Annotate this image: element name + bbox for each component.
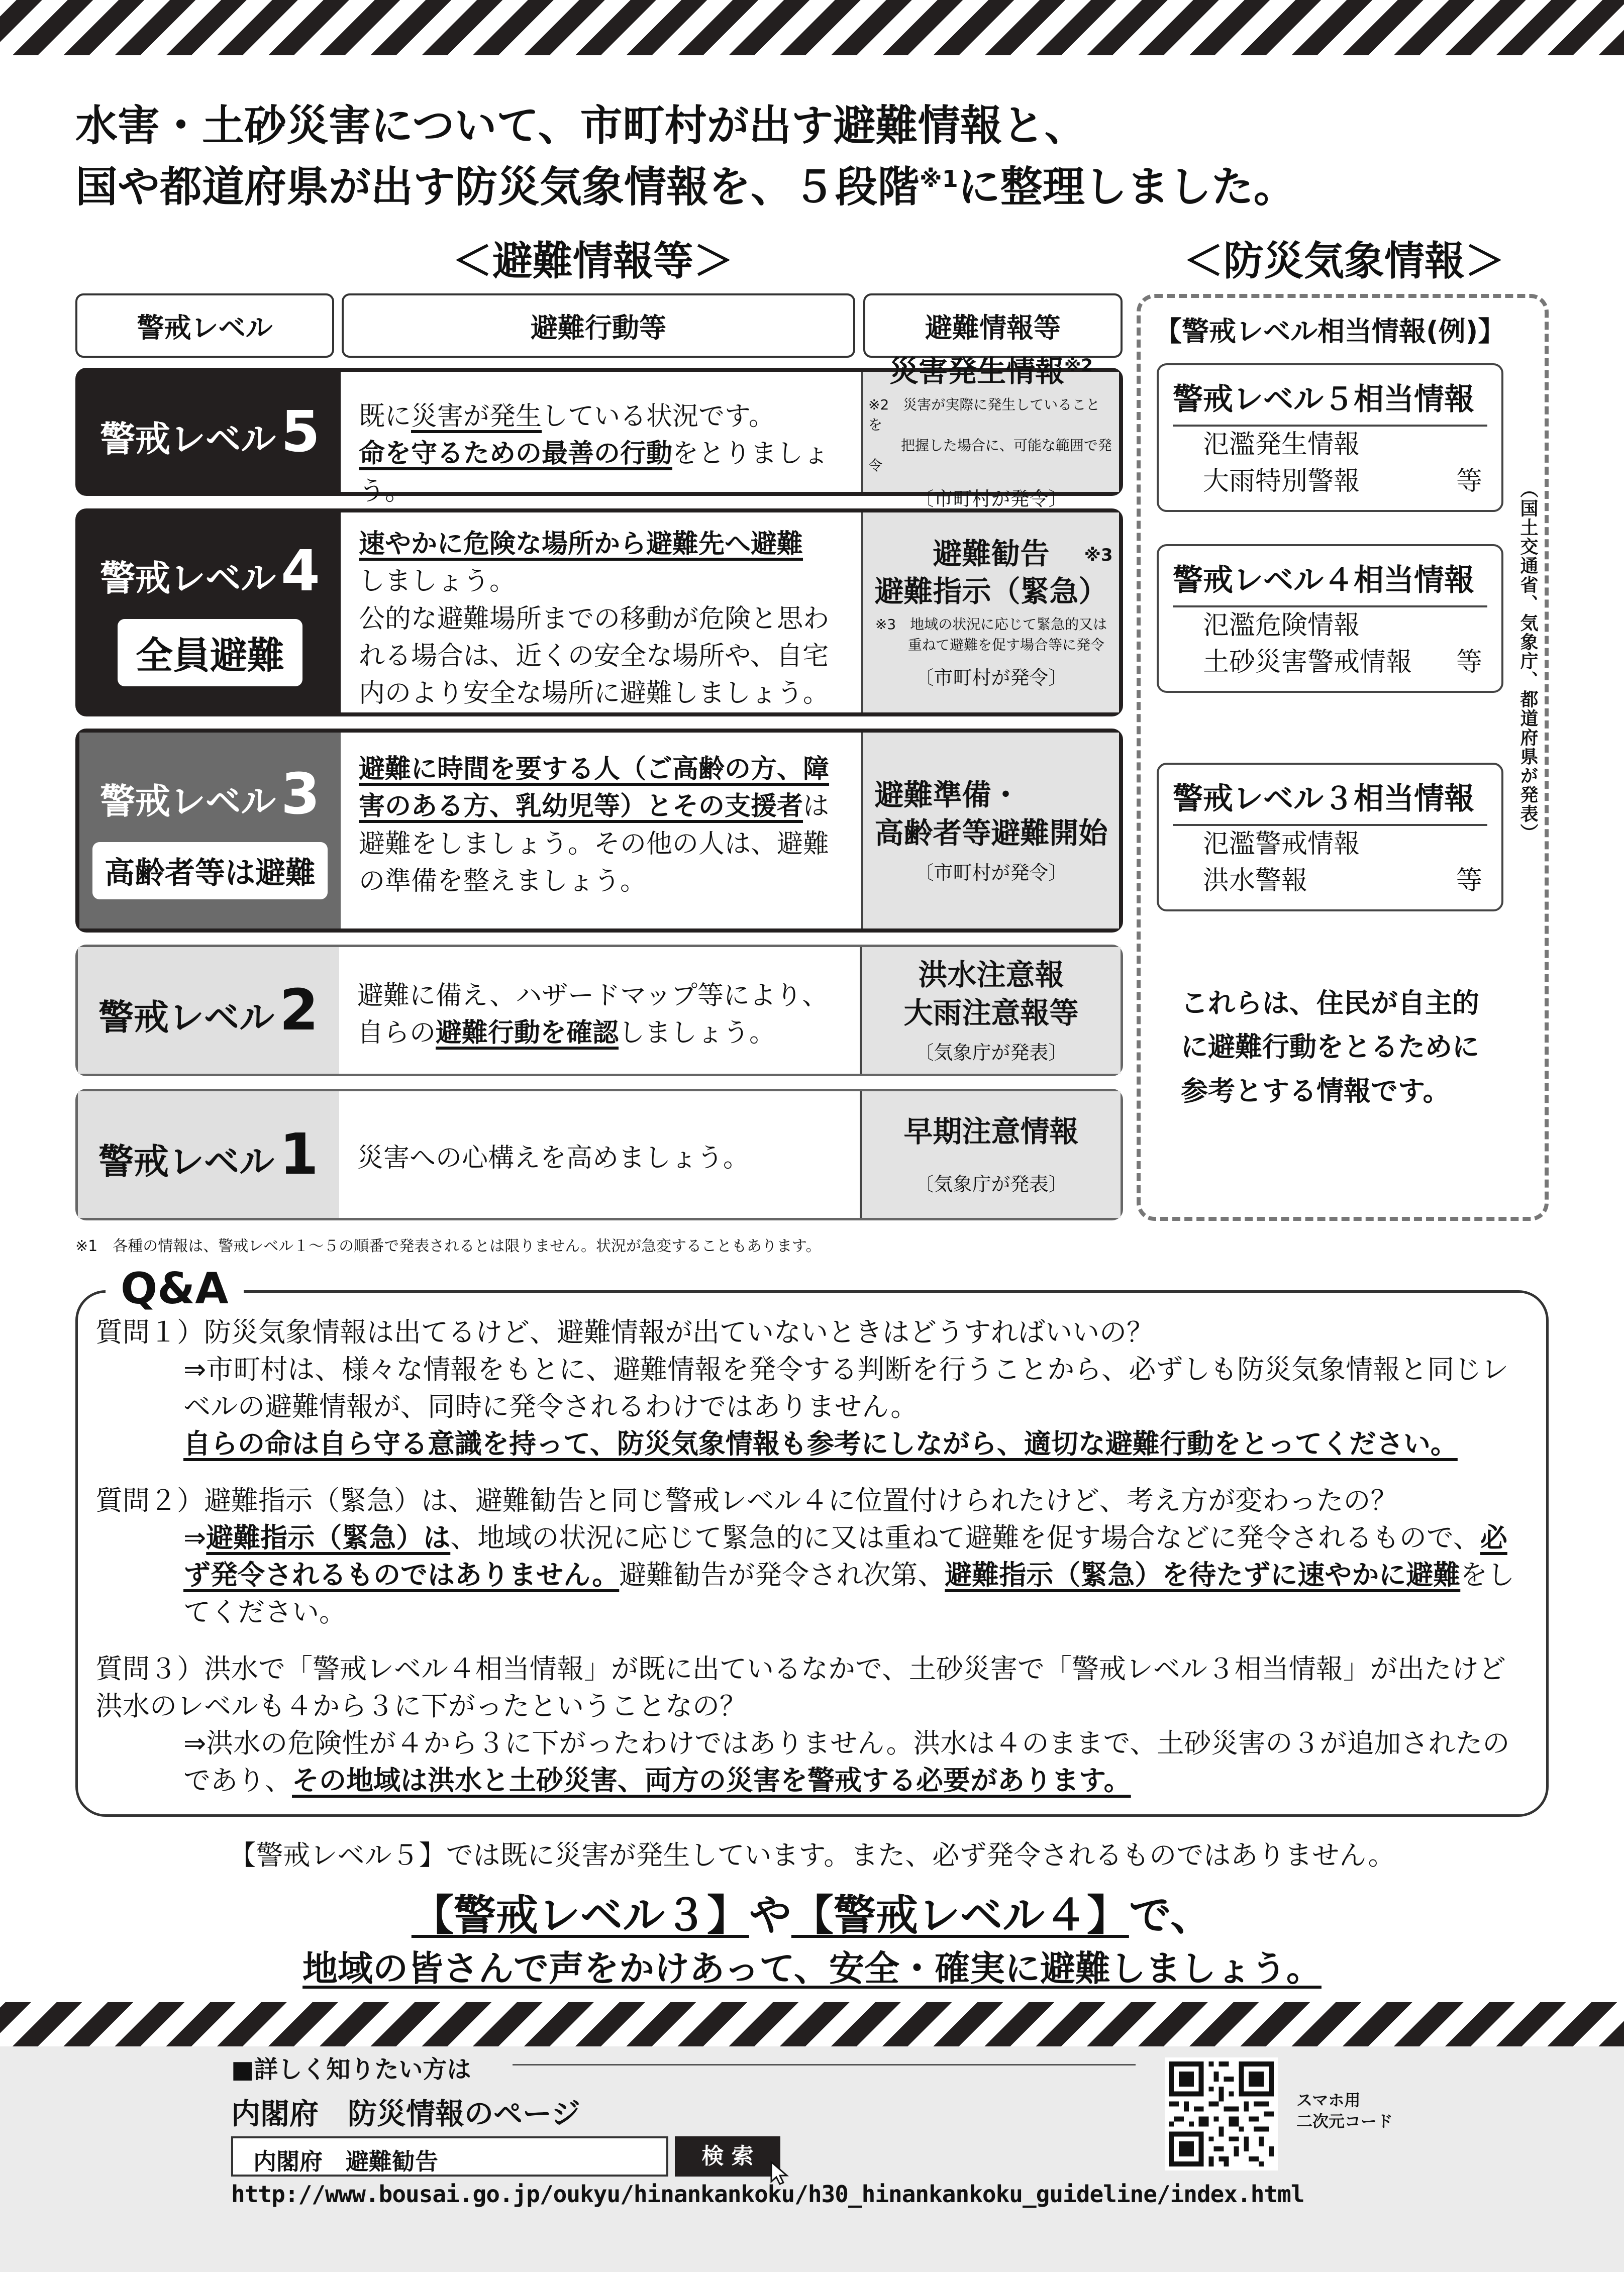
footer-hazard-stripes [0,2002,1624,2046]
level5-equivalent-box: 警戒レベル５相当情報 氾濫発生情報 大雨特別警報 等 [1157,363,1503,512]
search-input[interactable]: 内閣府 避難勧告 [231,2136,668,2177]
closing-line-2: 【警戒レベル３】や【警戒レベル４】で、 [411,1891,1213,1940]
level-2-label: 警戒レベル2 [78,947,339,1074]
closing-line-1: 【警戒レベル５】では既に災害が発生しています。また、必ず発令されるものではありません。 [229,1839,1395,1871]
right-panel-header: 【警戒レベル相当情報(例)】 [1155,316,1505,347]
section-weather-info: ＜防災気象情報＞ [1183,238,1505,284]
level-3-row [75,729,1123,933]
qa-item-2: 質問２）避難指示（緊急）は、避難勧告と同じ警戒レベル４に位置付けられたけど、考え方が変わったの？ ⇒避難指示（緊急）は、地域の状況に応じて緊急的に又は重ねて避難を促す場合などに発令されるもので、必ず発令されるものではありません。避難勧告が発令され次第、避難指示（緊急）を待たずに速やかに避難をしてください。 [95,1485,1515,1628]
footer-page-name: 内閣府 防災情報のページ [231,2097,580,2131]
header-info: 避難情報等 [863,293,1123,358]
footer-rule [513,2064,1136,2066]
right-panel-note: これらは、住民が自主的 に避難行動をとるために 参考とする情報です。 [1181,987,1479,1107]
page-title-line2: 国や都道府県が出す防災気象情報を、５段階$^{※1}$に整理しました。 [75,162,1296,212]
level-3-label: 警戒レベル3 高齢者等は避難 [79,733,341,928]
qa-item-1: 質問１）防災気象情報は出てるけど、避難情報が出ていないときはどうすればいいの？ ⇒市町村は、様々な情報をもとに、避難情報を発令する判断を行うことから、必ずしも防災気象情報と同じレベルの避難情報が、同時に発令されるわけではありません。 自らの命は自ら守る意識を持って、防災気象情報も参考にしながら、適切な避難行動をとってください。 [95,1316,1509,1460]
elderly-evacuate-badge: 高齢者等は避難 [92,842,328,899]
level3-equivalent-box: 警戒レベル３相当情報 氾濫警戒情報 洪水警報 等 [1157,763,1503,911]
qa-item-3: 質問３）洪水で「警戒レベル４相当情報」が既に出ているなかで、土砂災害で「警戒レベル３相当情報」が出たけど洪水のレベルも４から３に下がったということなの？ ⇒洪水の危険性が４から３に下がったわけではありません。洪水は４のままで、土砂災害の３が追加されたのであり、その地域は洪水と土砂災害、両方の災害を警戒する必要があります。 [95,1653,1510,1796]
header-action: 避難行動等 [342,293,855,358]
qr-code [1165,2057,1278,2171]
level-1-row [75,1089,1123,1220]
qr-label: スマホ用 二次元コード [1296,2091,1393,2131]
level-5-label: 警戒レベル5 [79,372,341,492]
level-5-info: 災害発生情報$^{※2}$ ※2 災害が実際に発生していることを 把握した場合に、可能な範囲で発令 〔市町村が発令〕 [863,372,1119,492]
level-4-info: 避難勧告 避難指示（緊急） ※3 ※3 地域の状況に応じて緊急的又は 重ねて避難を促す場合等に発令 〔市町村が発令〕 [863,512,1119,712]
footer-more-info: ■詳しく知りたい方は [231,2055,471,2084]
level-1-info: 早期注意情報 〔気象庁が発表〕 [862,1091,1121,1218]
level-5-row [75,354,1123,510]
page-title-line1: 水害・土砂災害について、市町村が出す避難情報と、 [75,101,1087,150]
footnote: ※1 各種の情報は、警戒レベル１～５の順番で発表されるとは限りません。状況が急変することもあります。 [75,1237,821,1255]
level4-equivalent-box: 警戒レベル４相当情報 氾濫危険情報 土砂災害警戒情報 等 [1157,544,1503,693]
level-2-info: 洪水注意報 大雨注意報等 〔気象庁が発表〕 [862,947,1121,1074]
level-2-row [75,945,1123,1076]
level-1-action: 災害への心構えを高めましょう。 [339,1091,862,1218]
all-evacuate-badge: 全員避難 [118,619,302,686]
level-4-action: 速やかに危険な場所から避難先へ避難 しましょう。 公的な避難場所までの移動が危険と思われる場合は、近くの安全な場所や、自宅内のより安全な場所に避難しましょう。 [341,512,863,712]
qa-title: Q&A [106,1264,244,1314]
level-2-action: 避難に備え、ハザードマップ等により、 自らの避難行動を確認しましょう。 [339,947,862,1074]
top-hazard-stripes [0,0,1624,55]
level-4-row [75,508,1123,716]
level-3-action: 避難に時間を要する人（ご高齢の方、障害のある方、乳幼児等）とその支援者は避難をしましょう。その他の人は、避難の準備を整えましょう。 [341,733,863,928]
closing-line-3: 地域の皆さんで声をかけあって、安全・確実に避難しましょう。 [302,1948,1322,1989]
weather-info-panel [1137,294,1549,1221]
level-4-label: 警戒レベル4 全員避難 [79,512,341,712]
header-level: 警戒レベル [75,293,334,358]
level-5-action: 既に災害が発生している状況です。 命を守るための最善の行動をとりましょう。 [341,372,863,492]
guideline-url[interactable]: http://www.bousai.go.jp/oukyu/hinankankoku/h30_hinankankoku_guideline/index.html [231,2181,1304,2208]
issuer-vertical-note: （国土交通省、気象庁、都道府県が発表） [1517,480,1538,843]
level-3-info: 避難準備・ 高齢者等避難開始 〔市町村が発令〕 [863,733,1119,928]
search-button[interactable]: 検 索 [675,2136,780,2177]
section-evacuation-info: ＜避難情報等＞ [452,238,734,284]
level-1-label: 警戒レベル1 [78,1091,339,1218]
